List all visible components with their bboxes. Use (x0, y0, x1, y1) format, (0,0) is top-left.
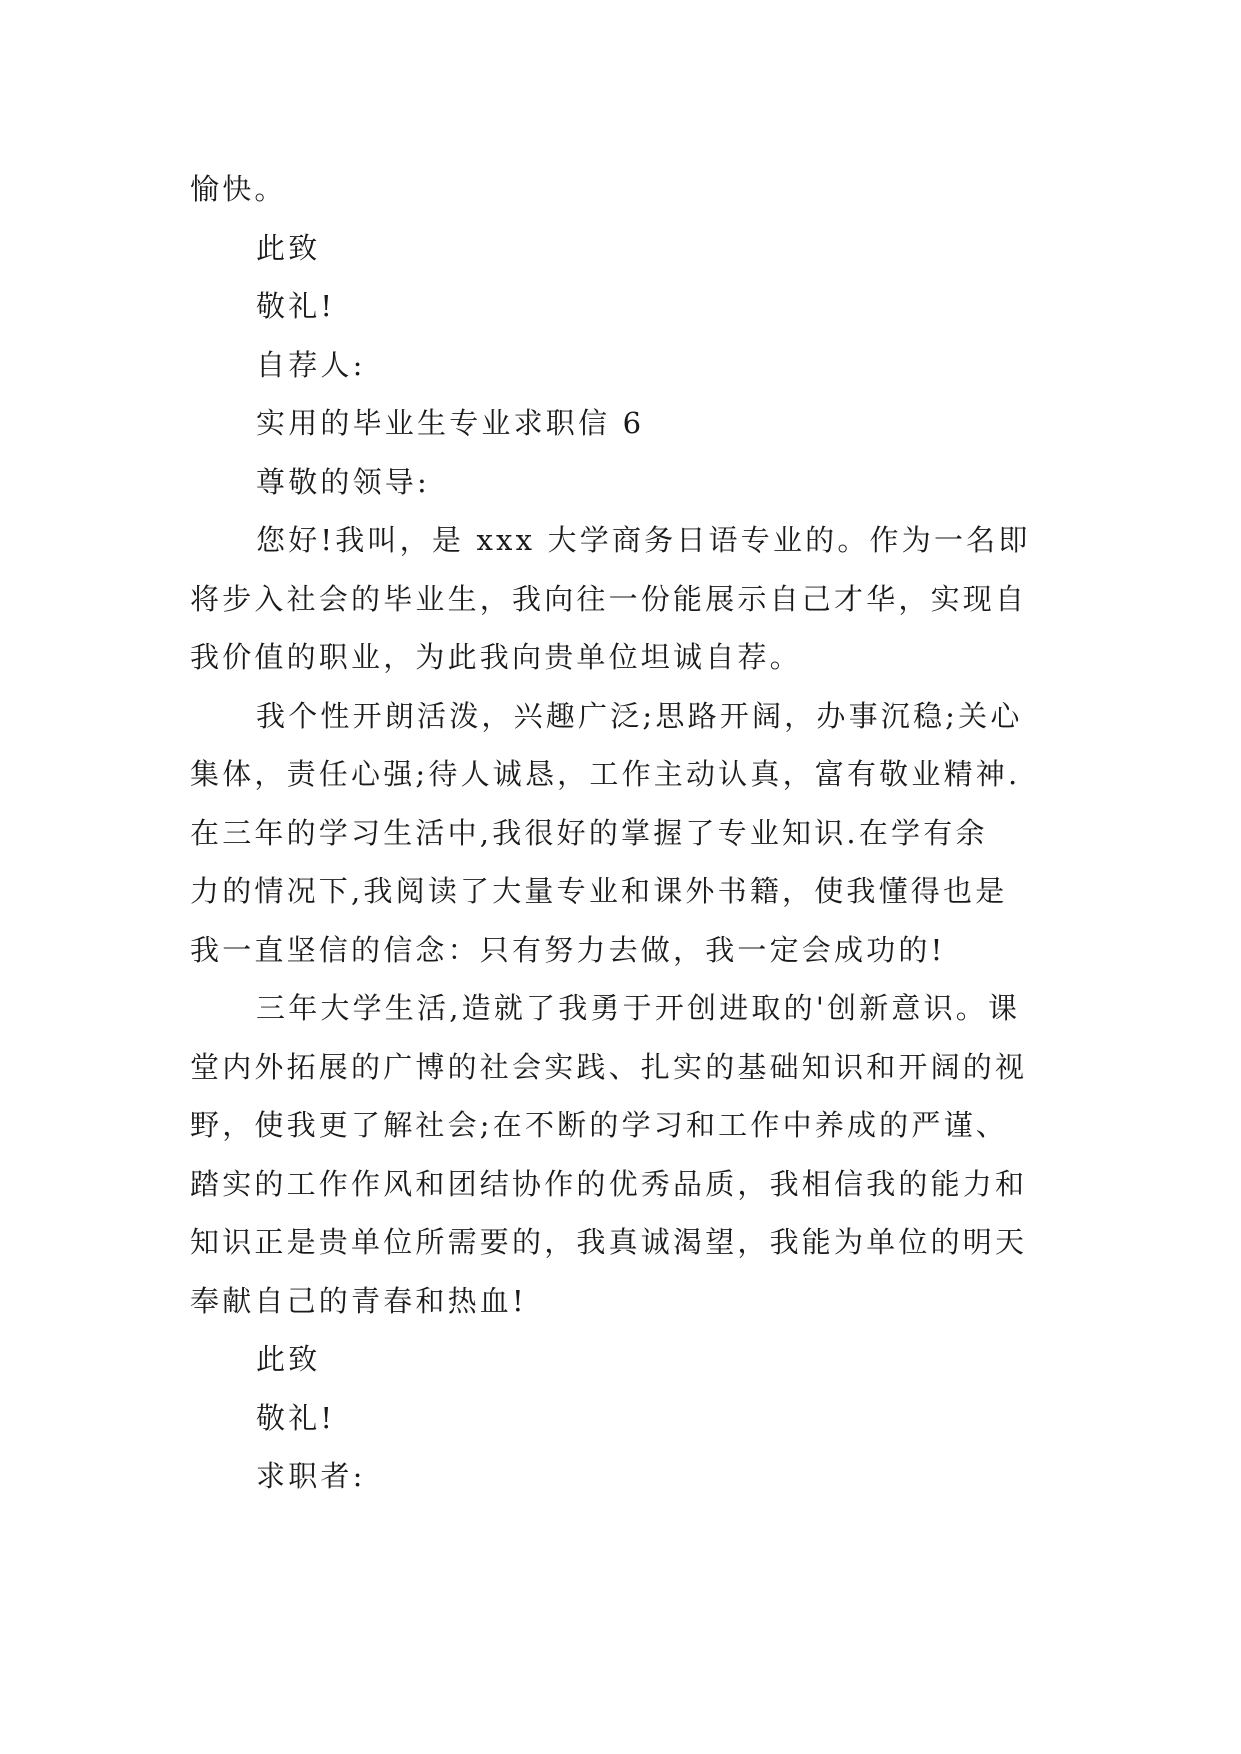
greeting-line: 尊敬的领导: (256, 464, 430, 499)
closing-line: 愉快。 (190, 172, 287, 206)
salutation-jingli: 敬礼! (256, 289, 336, 323)
paragraph-line: 堂内外拓展的广博的社会实践、扎实的基础知识和开阔的视 (190, 1049, 1028, 1084)
section-heading: 实用的毕业生专业求职信 6 (256, 406, 645, 440)
paragraph-line: 您好!我叫，是 xxx 大学商务日语专业的。作为一名即 (256, 523, 1031, 557)
paragraph-line: 知识正是贵单位所需要的，我真诚渴望，我能为单位的明天 (190, 1225, 1028, 1259)
paragraph-line: 我个性开朗活泼，兴趣广泛;思路开阔，办事沉稳;关心 (256, 698, 1023, 733)
signature-applicant: 求职者: (256, 1459, 366, 1493)
paragraph-line: 踏实的工作作风和团结协作的优秀品质，我相信我的能力和 (190, 1166, 1028, 1201)
paragraph-line: 我一直坚信的信念：只有努力去做，我一定会成功的! (190, 932, 946, 967)
salutation-jingli: 敬礼! (256, 1400, 336, 1435)
paragraph-line: 三年大学生活,造就了我勇于开创进取的'创新意识。课 (256, 991, 1021, 1025)
paragraph-line: 在三年的学习生活中,我很好的掌握了专业知识.在学有余 (190, 815, 988, 850)
paragraph-line: 野，使我更了解社会;在不断的学习和工作中养成的严谨、 (190, 1108, 1008, 1142)
paragraph-line: 奉献自己的青春和热血! (190, 1283, 527, 1318)
signature-self-recommender: 自荐人: (256, 347, 366, 382)
paragraph-line: 我价值的职业，为此我向贵单位坦诚自荐。 (190, 640, 802, 674)
paragraph-line: 力的情况下,我阅读了大量专业和课外书籍，使我懂得也是 (190, 874, 1008, 908)
paragraph-line: 将步入社会的毕业生，我向往一份能展示自己才华，实现自 (190, 581, 1028, 616)
salutation-cizhi: 此致 (256, 1342, 321, 1376)
letter-body (190, 160, 1060, 1506)
salutation-cizhi: 此致 (256, 230, 321, 265)
paragraph-line: 集体，责任心强;待人诚恳，工作主动认真，富有敬业精神. (190, 757, 1021, 791)
